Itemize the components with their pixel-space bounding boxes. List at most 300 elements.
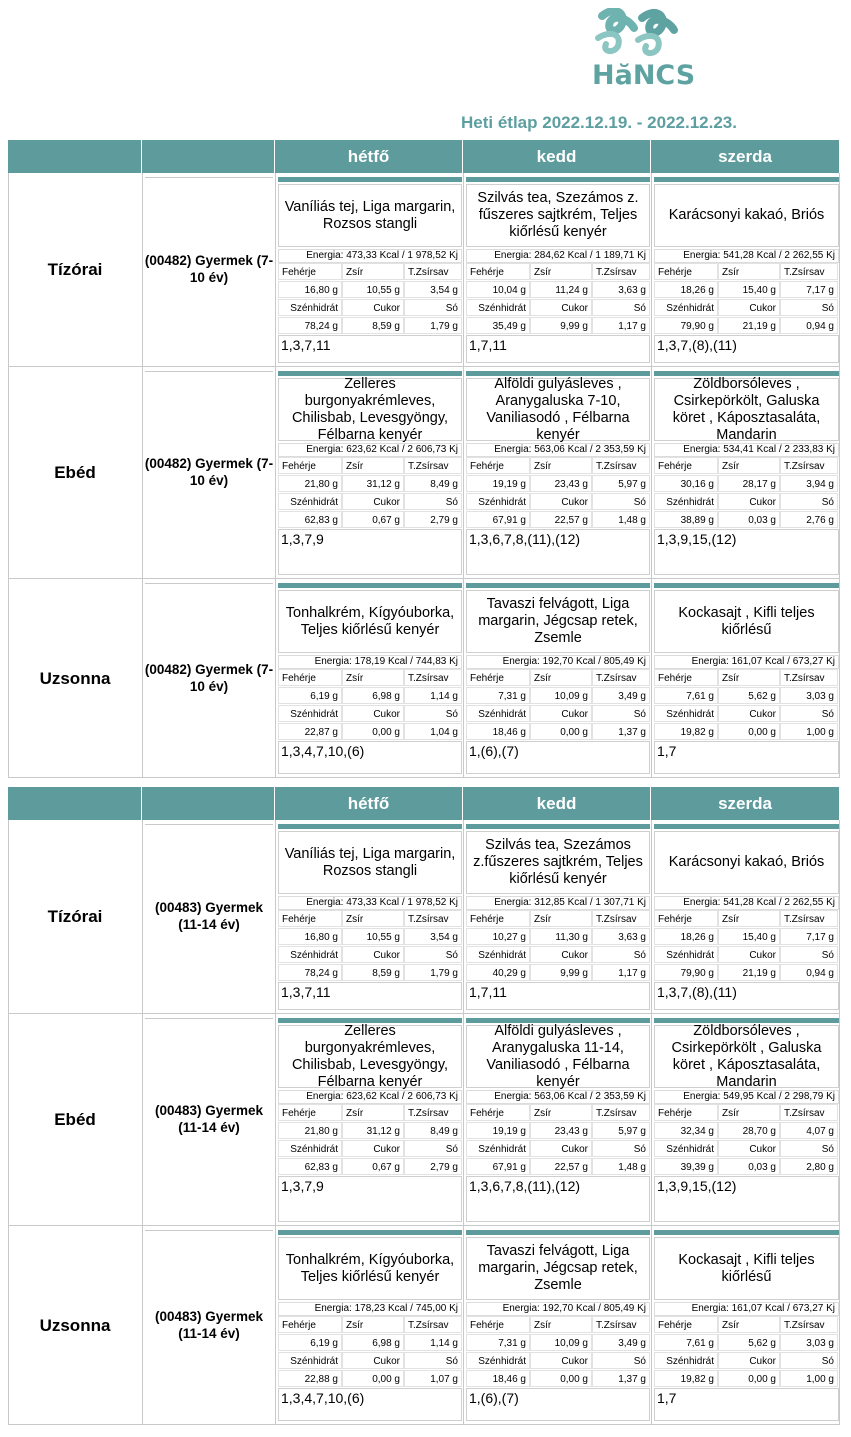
allergen-codes: 1,3,7,11: [278, 335, 462, 363]
dish-description: [654, 590, 839, 653]
nutrient-value: 1,07 g: [404, 1370, 462, 1387]
nutrient-label: Só: [592, 299, 650, 316]
nutrient-label: Cukor: [718, 1352, 780, 1369]
nutrient-labels-row: [466, 1316, 650, 1334]
nutrient-value: 8,49 g: [404, 1122, 462, 1139]
nutrient-values-row: [466, 317, 650, 335]
nutrient-value: 1,00 g: [780, 723, 838, 740]
nutrient-label: Zsír: [530, 263, 592, 280]
nutrient-label: Só: [780, 299, 838, 316]
nutrient-values-row: [278, 1122, 462, 1140]
nutrient-label: Fehérje: [466, 1316, 530, 1333]
allergen-codes: 1,7,11: [466, 982, 650, 1010]
dish-description: [654, 1237, 839, 1300]
nutrient-labels-row: [466, 705, 650, 723]
nutrient-value: 7,61 g: [654, 1334, 718, 1351]
allergen-codes: 1,(6),(7): [466, 1388, 650, 1421]
nutrient-labels-row: [466, 299, 650, 317]
nutrient-labels-row: [654, 263, 839, 281]
nutrient-value: 28,70 g: [718, 1122, 780, 1139]
day-cell: [464, 579, 652, 778]
accent-bar: [654, 1230, 839, 1235]
nutrient-value: 2,79 g: [404, 511, 462, 528]
nutrient-value: 21,19 g: [718, 964, 780, 981]
nutrient-value: 8,59 g: [342, 964, 404, 981]
nutrient-label: Szénhidrát: [466, 946, 530, 963]
nutrient-value: 2,80 g: [780, 1158, 838, 1175]
nutrient-label: Szénhidrát: [466, 493, 530, 510]
nutrient-label: Zsír: [718, 1104, 780, 1121]
nutrient-value: 6,98 g: [342, 687, 404, 704]
energy-value: Energia: 161,07 Kcal / 673,27 Kj: [654, 655, 839, 669]
nutrient-labels-row: [278, 1140, 462, 1158]
dish-text: Tavaszi felvágott, Liga margarin, Jégcsap retek, Zsemle: [478, 596, 638, 646]
energy-value: Energia: 192,70 Kcal / 805,49 Kj: [466, 1302, 650, 1316]
nutrient-label: Szénhidrát: [654, 493, 718, 510]
nutrient-labels-row: [278, 669, 462, 687]
meal-name: Tízórai: [47, 260, 103, 279]
nutrient-label: Cukor: [342, 946, 404, 963]
nutrient-value: 0,03 g: [718, 511, 780, 528]
meal-row: [8, 367, 840, 579]
nutrient-label: Zsír: [718, 910, 780, 927]
nutrient-values-row: [654, 1334, 839, 1352]
divider: [145, 583, 273, 584]
day-cell: [464, 1226, 652, 1425]
nutrient-value: 1,17 g: [592, 964, 650, 981]
nutrient-label: Szénhidrát: [278, 1140, 342, 1157]
nutrient-value: 40,29 g: [466, 964, 530, 981]
nutrient-label: Só: [592, 493, 650, 510]
nutrient-label: Fehérje: [466, 263, 530, 280]
nutrient-label: Szénhidrát: [466, 1140, 530, 1157]
nutrient-labels-row: [654, 946, 839, 964]
nutrient-values-row: [278, 928, 462, 946]
nutrient-label: Só: [780, 946, 838, 963]
nutrient-values-row: [466, 964, 650, 982]
nutrient-label: Fehérje: [278, 1316, 342, 1333]
nutrient-value: 22,57 g: [530, 1158, 592, 1175]
nutrient-label: T.Zsírsav: [404, 669, 462, 686]
nutrient-values-row: [278, 1334, 462, 1352]
allergen-codes: 1,7: [654, 741, 839, 774]
nutrient-value: 5,62 g: [718, 687, 780, 704]
nutrient-value: 18,26 g: [654, 281, 718, 298]
nutrient-value: 18,26 g: [654, 928, 718, 945]
nutrient-values-row: [654, 928, 839, 946]
nutrient-value: 0,03 g: [718, 1158, 780, 1175]
nutrient-label: Cukor: [530, 1352, 592, 1369]
nutrient-label: Szénhidrát: [654, 705, 718, 722]
nutrient-label: Zsír: [530, 669, 592, 686]
nutrient-label: T.Zsírsav: [404, 910, 462, 927]
header-empty-cell: [8, 140, 142, 173]
dish-description: [466, 1022, 650, 1090]
divider: [145, 824, 273, 825]
nutrient-value: 1,17 g: [592, 317, 650, 334]
nutrient-label: Szénhidrát: [466, 299, 530, 316]
nutrient-value: 0,67 g: [342, 511, 404, 528]
nutrient-labels-row: [278, 1316, 462, 1334]
energy-value: Energia: 623,62 Kcal / 2 606,73 Kj: [278, 1090, 462, 1104]
nutrient-label: T.Zsírsav: [404, 457, 462, 474]
nutrient-value: 9,99 g: [530, 964, 592, 981]
nutrient-label: T.Zsírsav: [592, 457, 650, 474]
nutrient-value: 67,91 g: [466, 1158, 530, 1175]
day-cell: [276, 1014, 464, 1226]
dish-text: Vaníliás tej, Liga margarin, Rozsos stangli: [284, 845, 456, 879]
nutrient-value: 1,04 g: [404, 723, 462, 740]
accent-bar: [466, 1230, 650, 1235]
nutrient-label: Só: [780, 493, 838, 510]
day-cell: [652, 173, 841, 367]
nutrient-label: Zsír: [342, 669, 404, 686]
dish-description: [654, 1022, 839, 1090]
nutrient-value: 16,80 g: [278, 281, 342, 298]
nutrient-value: 0,94 g: [780, 317, 838, 334]
dish-description: [654, 375, 839, 443]
nutrient-value: 23,43 g: [530, 475, 592, 492]
divider: [145, 1018, 273, 1019]
dish-description: [466, 184, 650, 247]
nutrient-labels-row: [466, 457, 650, 475]
nutrient-label: T.Zsírsav: [780, 1104, 838, 1121]
nutrient-label: Cukor: [718, 946, 780, 963]
nutrient-values-row: [278, 1370, 462, 1388]
nutrient-value: 4,07 g: [780, 1122, 838, 1139]
column-divider: [142, 1014, 143, 1225]
nutrient-values-row: [278, 317, 462, 335]
energy-value: Energia: 192,70 Kcal / 805,49 Kj: [466, 655, 650, 669]
meal-row: [8, 820, 840, 1014]
nutrient-value: 31,12 g: [342, 1122, 404, 1139]
wave-logo-icon: [592, 8, 684, 68]
nutrient-label: T.Zsírsav: [592, 669, 650, 686]
nutrient-label: Zsír: [342, 457, 404, 474]
nutrient-value: 1,14 g: [404, 687, 462, 704]
dish-description: [278, 375, 462, 443]
header-empty-cell: [142, 140, 275, 173]
nutrient-label: T.Zsírsav: [404, 263, 462, 280]
dish-text: Zöldborsóleves , Csirkepörkölt, Galuska köret , Káposztasaláta, Mandarin: [672, 375, 821, 443]
nutrient-value: 6,98 g: [342, 1334, 404, 1351]
nutrient-value: 35,49 g: [466, 317, 530, 334]
energy-value: Energia: 623,62 Kcal / 2 606,73 Kj: [278, 443, 462, 457]
accent-bar: [466, 824, 650, 829]
nutrient-label: Fehérje: [654, 669, 718, 686]
nutrient-label: T.Zsírsav: [780, 457, 838, 474]
nutrient-values-row: [278, 723, 462, 741]
meal-name: Tízórai: [47, 907, 103, 926]
nutrient-value: 1,79 g: [404, 964, 462, 981]
header-empty-cell: [8, 787, 142, 820]
allergen-codes: 1,3,7,9: [278, 1176, 462, 1222]
nutrient-value: 11,30 g: [530, 928, 592, 945]
nutrient-value: 5,62 g: [718, 1334, 780, 1351]
nutrient-labels-row: [278, 1352, 462, 1370]
allergen-codes: 1,3,6,7,8,(11),(12): [466, 1176, 650, 1222]
energy-value: Energia: 549,95 Kcal / 2 298,79 Kj: [654, 1090, 839, 1104]
nutrient-labels-row: [654, 299, 839, 317]
day-cell: [276, 1226, 464, 1425]
nutrient-value: 31,12 g: [342, 475, 404, 492]
nutrient-value: 79,90 g: [654, 964, 718, 981]
nutrient-label: Só: [592, 946, 650, 963]
nutrient-labels-row: [654, 457, 839, 475]
meal-name: Ebéd: [54, 463, 96, 482]
day-cell: [276, 579, 464, 778]
nutrient-value: 7,17 g: [780, 281, 838, 298]
nutrient-label: Zsír: [342, 910, 404, 927]
nutrient-label: Szénhidrát: [278, 299, 342, 316]
nutrient-labels-row: [466, 1104, 650, 1122]
nutrient-value: 21,19 g: [718, 317, 780, 334]
allergen-codes: 1,3,7,(8),(11): [654, 335, 839, 363]
energy-value: Energia: 178,19 Kcal / 744,83 Kj: [278, 655, 462, 669]
day-header: hétfő: [275, 787, 463, 820]
nutrient-values-row: [654, 317, 839, 335]
nutrient-label: Fehérje: [278, 1104, 342, 1121]
energy-value: Energia: 284,62 Kcal / 1 189,71 Kj: [466, 249, 650, 263]
nutrient-values-row: [278, 687, 462, 705]
nutrient-value: 15,40 g: [718, 928, 780, 945]
dish-text: Tonhalkrém, Kígyóuborka, Teljes kiőrlésű kenyér: [285, 1251, 455, 1285]
day-cell: [652, 820, 841, 1014]
nutrient-labels-row: [466, 493, 650, 511]
dish-description: [466, 590, 650, 653]
nutrient-value: 3,63 g: [592, 928, 650, 945]
nutrient-label: T.Zsírsav: [780, 669, 838, 686]
nutrient-values-row: [278, 475, 462, 493]
day-header: kedd: [463, 787, 651, 820]
meal-row: [8, 579, 840, 778]
day-cell: [276, 173, 464, 367]
nutrient-label: Só: [592, 705, 650, 722]
nutrient-label: Só: [404, 705, 462, 722]
nutrient-value: 0,94 g: [780, 964, 838, 981]
allergen-codes: 1,3,4,7,10,(6): [278, 741, 462, 774]
nutrient-values-row: [654, 511, 839, 529]
dish-description: [466, 375, 650, 443]
nutrient-label: Szénhidrát: [654, 1140, 718, 1157]
nutrient-label: Só: [780, 705, 838, 722]
nutrient-label: Fehérje: [466, 457, 530, 474]
nutrient-value: 0,67 g: [342, 1158, 404, 1175]
nutrient-label: Zsír: [718, 457, 780, 474]
nutrient-value: 0,00 g: [530, 723, 592, 740]
nutrient-value: 1,14 g: [404, 1334, 462, 1351]
table-header: [8, 140, 840, 173]
nutrient-value: 1,48 g: [592, 511, 650, 528]
divider: [145, 1230, 273, 1231]
nutrient-value: 3,03 g: [780, 1334, 838, 1351]
nutrient-label: Zsír: [530, 1104, 592, 1121]
nutrient-value: 62,83 g: [278, 511, 342, 528]
allergen-codes: 1,3,7,(8),(11): [654, 982, 839, 1010]
nutrient-label: Fehérje: [278, 457, 342, 474]
nutrient-labels-row: [278, 263, 462, 281]
menu-block: [8, 140, 840, 778]
nutrient-label: Zsír: [342, 263, 404, 280]
nutrient-labels-row: [654, 910, 839, 928]
nutrient-values-row: [654, 964, 839, 982]
dish-text: Szilvás tea, Szezámos z. fűszeres sajtkrém, Teljes kiőrlésű kenyér: [477, 190, 639, 240]
nutrient-value: 0,00 g: [718, 1370, 780, 1387]
nutrient-values-row: [278, 281, 462, 299]
day-header: szerda: [651, 787, 840, 820]
dish-text: Zöldborsóleves , Csirkepörkölt , Galuska köret , Káposztasaláta, Mandarin: [671, 1022, 822, 1090]
column-divider: [142, 367, 143, 578]
nutrient-value: 18,46 g: [466, 723, 530, 740]
accent-bar: [278, 1230, 462, 1235]
energy-value: Energia: 541,28 Kcal / 2 262,55 Kj: [654, 896, 839, 910]
nutrient-values-row: [466, 928, 650, 946]
nutrient-labels-row: [654, 1316, 839, 1334]
nutrient-label: T.Zsírsav: [592, 1316, 650, 1333]
nutrient-values-row: [466, 1158, 650, 1176]
nutrient-label: T.Zsírsav: [592, 263, 650, 280]
nutrient-labels-row: [654, 1104, 839, 1122]
nutrient-value: 19,82 g: [654, 723, 718, 740]
nutrient-label: Fehérje: [654, 1316, 718, 1333]
nutrient-value: 22,57 g: [530, 511, 592, 528]
nutrient-values-row: [654, 687, 839, 705]
age-group: (00482) Gyermek (7-10 év): [144, 253, 274, 285]
day-cell: [652, 367, 841, 579]
nutrient-value: 1,37 g: [592, 1370, 650, 1387]
nutrient-value: 3,54 g: [404, 928, 462, 945]
nutrient-label: Zsír: [718, 669, 780, 686]
dish-text: Szilvás tea, Szezámos z.fűszeres sajtkrém, Teljes kiőrlésű kenyér: [473, 837, 643, 887]
nutrient-labels-row: [654, 1140, 839, 1158]
brand-logo: [592, 8, 696, 94]
energy-value: Energia: 473,33 Kcal / 1 978,52 Kj: [278, 896, 462, 910]
nutrient-label: Szénhidrát: [278, 705, 342, 722]
nutrient-value: 1,00 g: [780, 1370, 838, 1387]
nutrient-values-row: [654, 1158, 839, 1176]
column-divider: [142, 579, 143, 777]
nutrient-values-row: [466, 1370, 650, 1388]
allergen-codes: 1,3,6,7,8,(11),(12): [466, 529, 650, 575]
allergen-codes: 1,3,9,15,(12): [654, 1176, 839, 1222]
nutrient-value: 0,00 g: [530, 1370, 592, 1387]
nutrient-labels-row: [278, 457, 462, 475]
nutrient-value: 18,46 g: [466, 1370, 530, 1387]
nutrient-value: 7,61 g: [654, 687, 718, 704]
meal-row: [8, 173, 840, 367]
energy-value: Energia: 312,85 Kcal / 1 307,71 Kj: [466, 896, 650, 910]
nutrient-label: Cukor: [342, 705, 404, 722]
nutrient-value: 8,59 g: [342, 317, 404, 334]
nutrient-label: Cukor: [718, 1140, 780, 1157]
nutrient-value: 7,31 g: [466, 1334, 530, 1351]
nutrient-label: Fehérje: [466, 1104, 530, 1121]
nutrient-label: T.Zsírsav: [404, 1104, 462, 1121]
nutrient-labels-row: [278, 493, 462, 511]
nutrient-value: 62,83 g: [278, 1158, 342, 1175]
nutrient-labels-row: [278, 1104, 462, 1122]
nutrient-values-row: [654, 723, 839, 741]
nutrient-label: Zsír: [342, 1104, 404, 1121]
accent-bar: [466, 177, 650, 182]
meal-name: Uzsonna: [39, 1315, 111, 1335]
nutrient-value: 6,19 g: [278, 687, 342, 704]
accent-bar: [278, 824, 462, 829]
day-header: kedd: [463, 140, 651, 173]
nutrient-label: Cukor: [530, 946, 592, 963]
nutrient-labels-row: [466, 1352, 650, 1370]
nutrient-value: 10,27 g: [466, 928, 530, 945]
nutrient-label: Só: [592, 1352, 650, 1369]
energy-value: Energia: 541,28 Kcal / 2 262,55 Kj: [654, 249, 839, 263]
dish-text: Tavaszi felvágott, Liga margarin, Jégcsap retek, Zsemle: [478, 1243, 638, 1293]
day-header: hétfő: [275, 140, 463, 173]
nutrient-label: T.Zsírsav: [592, 910, 650, 927]
nutrient-value: 10,09 g: [530, 1334, 592, 1351]
allergen-codes: 1,7,11: [466, 335, 650, 363]
meal-row: [8, 1014, 840, 1226]
nutrient-value: 2,79 g: [404, 1158, 462, 1175]
allergen-codes: 1,7: [654, 1388, 839, 1421]
nutrient-value: 1,79 g: [404, 317, 462, 334]
nutrient-label: Só: [404, 493, 462, 510]
accent-bar: [654, 177, 839, 182]
nutrient-value: 10,55 g: [342, 281, 404, 298]
nutrient-value: 5,97 g: [592, 1122, 650, 1139]
nutrient-label: Zsír: [530, 457, 592, 474]
day-cell: [464, 367, 652, 579]
nutrient-values-row: [278, 1158, 462, 1176]
nutrient-value: 3,49 g: [592, 687, 650, 704]
nutrient-label: Cukor: [718, 299, 780, 316]
nutrient-label: Fehérje: [654, 263, 718, 280]
nutrient-value: 22,88 g: [278, 1370, 342, 1387]
nutrient-label: Szénhidrát: [654, 946, 718, 963]
energy-value: Energia: 563,06 Kcal / 2 353,59 Kj: [466, 443, 650, 457]
nutrient-label: T.Zsírsav: [404, 1316, 462, 1333]
nutrient-value: 32,34 g: [654, 1122, 718, 1139]
nutrient-label: Fehérje: [278, 263, 342, 280]
nutrient-label: Fehérje: [466, 910, 530, 927]
nutrient-value: 15,40 g: [718, 281, 780, 298]
nutrient-value: 9,99 g: [530, 317, 592, 334]
nutrient-value: 3,54 g: [404, 281, 462, 298]
nutrient-value: 30,16 g: [654, 475, 718, 492]
nutrient-label: Zsír: [718, 263, 780, 280]
dish-description: [654, 184, 839, 247]
nutrient-values-row: [466, 687, 650, 705]
nutrient-value: 1,37 g: [592, 723, 650, 740]
nutrient-label: Szénhidrát: [278, 946, 342, 963]
age-group: (00482) Gyermek (7-10 év): [144, 456, 274, 488]
nutrient-labels-row: [654, 669, 839, 687]
nutrient-value: 19,19 g: [466, 1122, 530, 1139]
nutrient-values-row: [278, 511, 462, 529]
nutrient-label: Cukor: [342, 493, 404, 510]
nutrient-label: Cukor: [530, 299, 592, 316]
dish-description: [654, 831, 839, 894]
nutrient-label: Cukor: [530, 493, 592, 510]
nutrient-label: T.Zsírsav: [780, 263, 838, 280]
nutrient-labels-row: [466, 910, 650, 928]
nutrient-value: 78,24 g: [278, 964, 342, 981]
dish-description: [278, 1237, 462, 1300]
nutrient-value: 19,82 g: [654, 1370, 718, 1387]
nutrient-label: Cukor: [342, 299, 404, 316]
nutrient-label: Szénhidrát: [278, 493, 342, 510]
nutrient-value: 3,49 g: [592, 1334, 650, 1351]
nutrient-label: T.Zsírsav: [780, 910, 838, 927]
